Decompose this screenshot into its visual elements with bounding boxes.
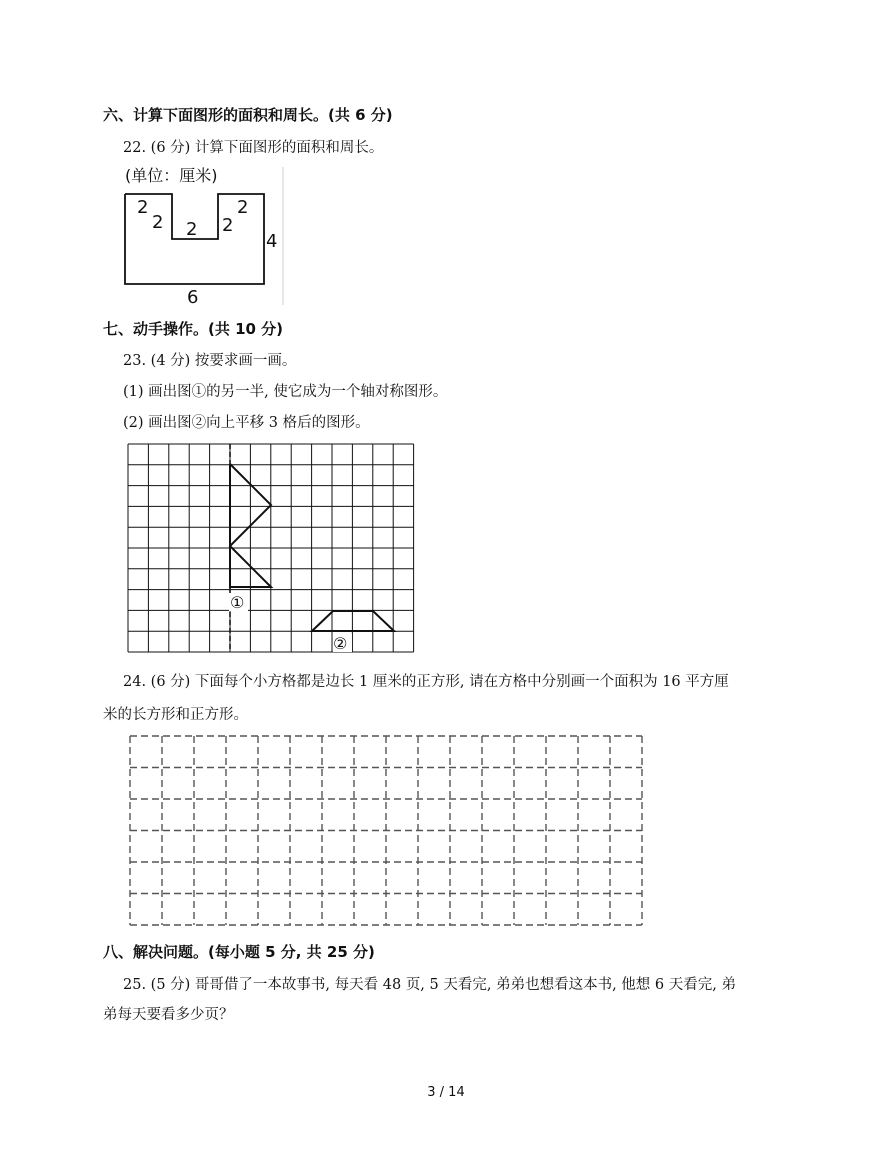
label-right-side: 4 (266, 231, 278, 252)
figure-23-svg (126, 440, 418, 656)
label-1: ① (230, 593, 245, 612)
question-23-part-2: (2) 画出图②向上平移 3 格后的图形。 (123, 415, 370, 431)
section-eight-heading: 八、解决问题。(每小题 5 分, 共 25 分) (103, 943, 375, 961)
question-25-line-1: 25. (5 分) 哥哥借了一本故事书, 每天看 48 页, 5 天看完, 弟弟也想看这本书, 他想 6 天看完, 弟 (123, 977, 736, 993)
figure-24 (126, 732, 648, 928)
figure-24-svg (126, 732, 648, 928)
section-seven-heading: 七、动手操作。(共 10 分) (103, 320, 284, 338)
unit-label: (单位：厘米) (125, 166, 218, 185)
page-number: 3 / 14 (427, 1085, 465, 1100)
question-23: 23. (4 分) 按要求画一画。 (123, 353, 297, 369)
square-grid (128, 444, 414, 652)
label-2: ② (333, 634, 348, 653)
question-24-line-1: 24. (6 分) 下面每个小方格都是边长 1 厘米的正方形, 请在方格中分别画一个面积为 16 平方厘 (123, 674, 729, 690)
question-25-line-2: 弟每天要看多少页？ (103, 1007, 234, 1023)
figure-22-svg (123, 163, 288, 308)
shape-2 (312, 611, 394, 631)
figure-22 (123, 163, 288, 308)
question-24-line-2: 米的长方形和正方形。 (103, 707, 248, 723)
question-23-part-1: (1) 画出图①的另一半, 使它成为一个轴对称图形。 (123, 384, 448, 400)
label-top-left: 2 (137, 197, 149, 218)
label-left-notch-side: 2 (152, 212, 164, 233)
label-notch-bottom: 2 (186, 219, 198, 240)
label-bottom: 6 (187, 287, 199, 308)
section-six-heading: 六、计算下面图形的面积和周长。(共 6 分) (103, 106, 393, 124)
dashed-square-grid (130, 736, 642, 925)
label-right-notch-side: 2 (222, 215, 234, 236)
figure-23 (126, 440, 418, 656)
question-22: 22. (6 分) 计算下面图形的面积和周长。 (123, 140, 384, 156)
label-top-right: 2 (237, 197, 249, 218)
